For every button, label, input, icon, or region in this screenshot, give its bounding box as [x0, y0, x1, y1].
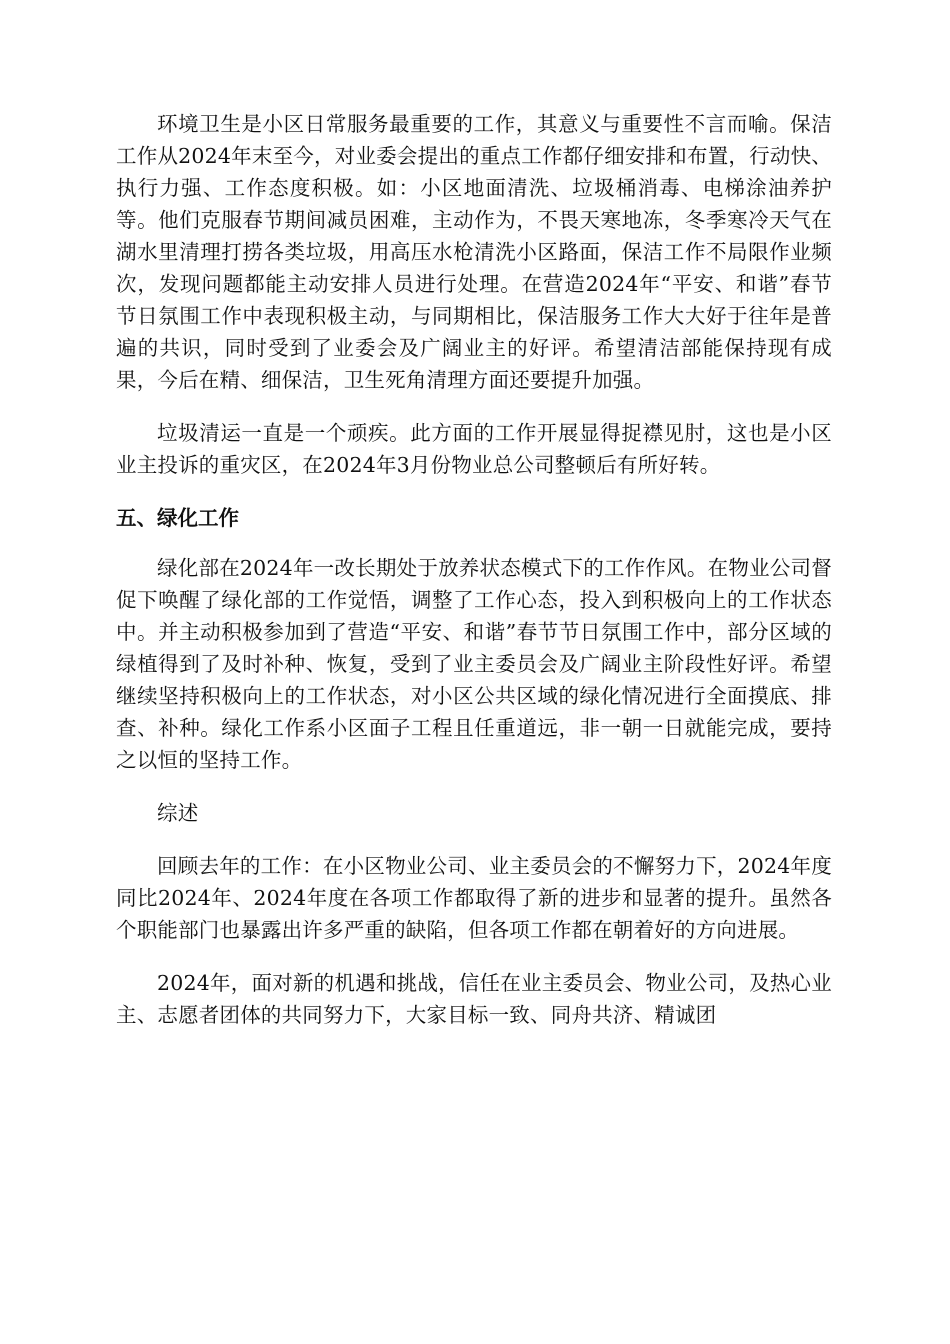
- paragraph-summary-label: 综述: [157, 801, 199, 825]
- paragraph-garbage-removal: 垃圾清运一直是一个顽疾。此方面的工作开展显得捉襟见肘，这也是小区业主投诉的重灾区，在2024年3月份物业总公司整顿后有所好转。: [116, 421, 832, 477]
- paragraph-outlook: 2024年，面对新的机遇和挑战，信任在业主委员会、物业公司，及热心业主、志愿者团体的共同努力下，大家目标一致、同舟共济、精诚团: [116, 971, 832, 1027]
- paragraph-review: 回顾去年的工作：在小区物业公司、业主委员会的不懈努力下，2024年度同比2024年、2024年度在各项工作都取得了新的进步和显著的提升。虽然各个职能部门也暴露出许多严重的缺陷，但各项工作都在朝着好的方向进展。: [116, 854, 832, 942]
- paragraph-greening-work: 绿化部在2024年一改长期处于放养状态模式下的工作作风。在物业公司督促下唤醒了绿化部的工作觉悟，调整了工作心态，投入到积极向上的工作状态中。并主动积极参加到了营造“平安、和谐”春节节日氛围工作中，部分区域的绿植得到了及时补种、恢复，受到了业主委员会及广阔业主阶段性好评。希望继续坚持积极向上的工作状态，对小区公共区域的绿化情况进行全面摸底、排查、补种。绿化工作系小区面子工程且任重道远，非一朝一日就能完成，要持之以恒的坚持工作。: [116, 556, 832, 772]
- paragraph-environment-sanitation: 环境卫生是小区日常服务最重要的工作，其意义与重要性不言而喻。保洁工作从2024年末至今，对业委会提出的重点工作都仔细安排和布置，行动快、执行力强、工作态度积极。如：小区地面清洗、垃圾桶消毒、电梯涂油养护等。他们克服春节期间减员困难，主动作为，不畏天寒地冻，冬季寒冷天气在湖水里清理打捞各类垃圾，用高压水枪清洗小区路面，保洁工作不局限作业频次，发现问题都能主动安排人员进行处理。在营造2024年“平安、和谐”春节节日氛围工作中表现积极主动，与同期相比，保洁服务工作大大好于往年是普遍的共识，同时受到了业委会及广阔业主的好评。希望清洁部能保持现有成果，今后在精、细保洁，卫生死角清理方面还要提升加强。: [116, 112, 832, 392]
- document-page: [116, 108, 832, 1052]
- section-heading-greening: 五、绿化工作: [116, 506, 239, 530]
